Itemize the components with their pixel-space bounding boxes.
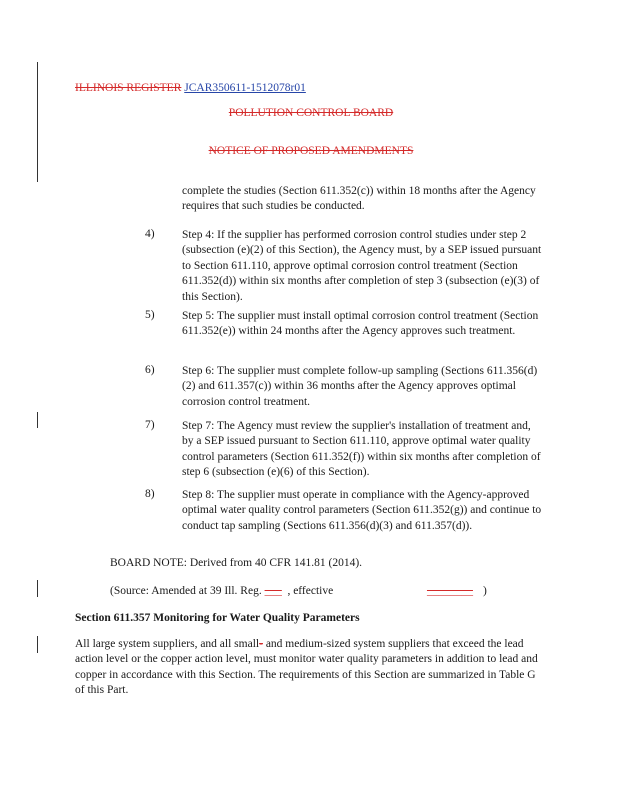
step-text: Step 5: The supplier must install optimal corrosion control treatment (Section 611.352(e)) within 24 months after the Agency approves such treatment. <box>182 310 539 338</box>
register-strike: ILLINOIS REGISTER <box>75 82 182 94</box>
step-number: 8) <box>145 488 155 500</box>
step-number: 4) <box>145 228 155 240</box>
section-title: Section 611.357 Monitoring for Water Quality Parameters <box>75 612 360 624</box>
change-bar <box>37 62 38 182</box>
notice-header: NOTICE OF PROPOSED AMENDMENTS <box>208 145 414 157</box>
change-bar <box>37 636 38 653</box>
step-text: Step 4: If the supplier has performed corrosion control studies under step 2 (subsection (e)(2) of this Section), the Agency must, by a SEP issued pursuant to Section 611.110, approve optimal corrosion control treatment (Section 611.352(d)) within six months after completion of step 3 (subsection (e)(3) of this Section). <box>182 229 542 303</box>
step-text: Step 8: The supplier must operate in compliance with the Agency-approved optimal water quality control parameters (Section 611.352(g)) and continue to conduct tap sampling (Sections 611.356(d)(3) and 611.357(d)). <box>182 489 542 532</box>
step-text: Step 6: The supplier must complete follow-up sampling (Sections 611.356(d)(2) and 611.357(c)) within 36 months after the Agency approves optimal corrosion control treatment. <box>182 365 538 408</box>
step-text: Step 7: The Agency must review the supplier's installation of treatment and, by a SEP issued pursuant to Section 611.110, approve optimal water quality control parameters (Section 611.352(f)) within six months after completion of step 6 (subsection (e)(6) of this Section). <box>182 420 541 479</box>
step-number: 7) <box>145 419 155 431</box>
step-number: 6) <box>145 364 155 376</box>
continuation-text: complete the studies (Section 611.352(c)) within 18 months after the Agency requires that such studies be conducted. <box>182 185 536 213</box>
change-bar <box>37 580 38 597</box>
register-insert: JCAR350611-1512078r01 <box>184 82 306 94</box>
board-header: POLLUTION CONTROL BOARD <box>228 107 394 119</box>
register-header <box>75 81 306 95</box>
step-number: 5) <box>145 309 155 321</box>
change-bar <box>37 412 38 428</box>
section-paragraph: All large system suppliers, and all small- and medium-sized system suppliers that exceed the lead action level or the copper action level, must monitor water quality parameters in addition to lead and copper in accordance with this Section. The requirements of this Section are summarized in Table G of this Part. <box>75 638 538 697</box>
source-line: (Source: Amended at 39 Ill. Reg. ___ , effective ________ ) <box>110 585 487 597</box>
board-note: BOARD NOTE: Derived from 40 CFR 141.81 (2014). <box>110 557 363 569</box>
